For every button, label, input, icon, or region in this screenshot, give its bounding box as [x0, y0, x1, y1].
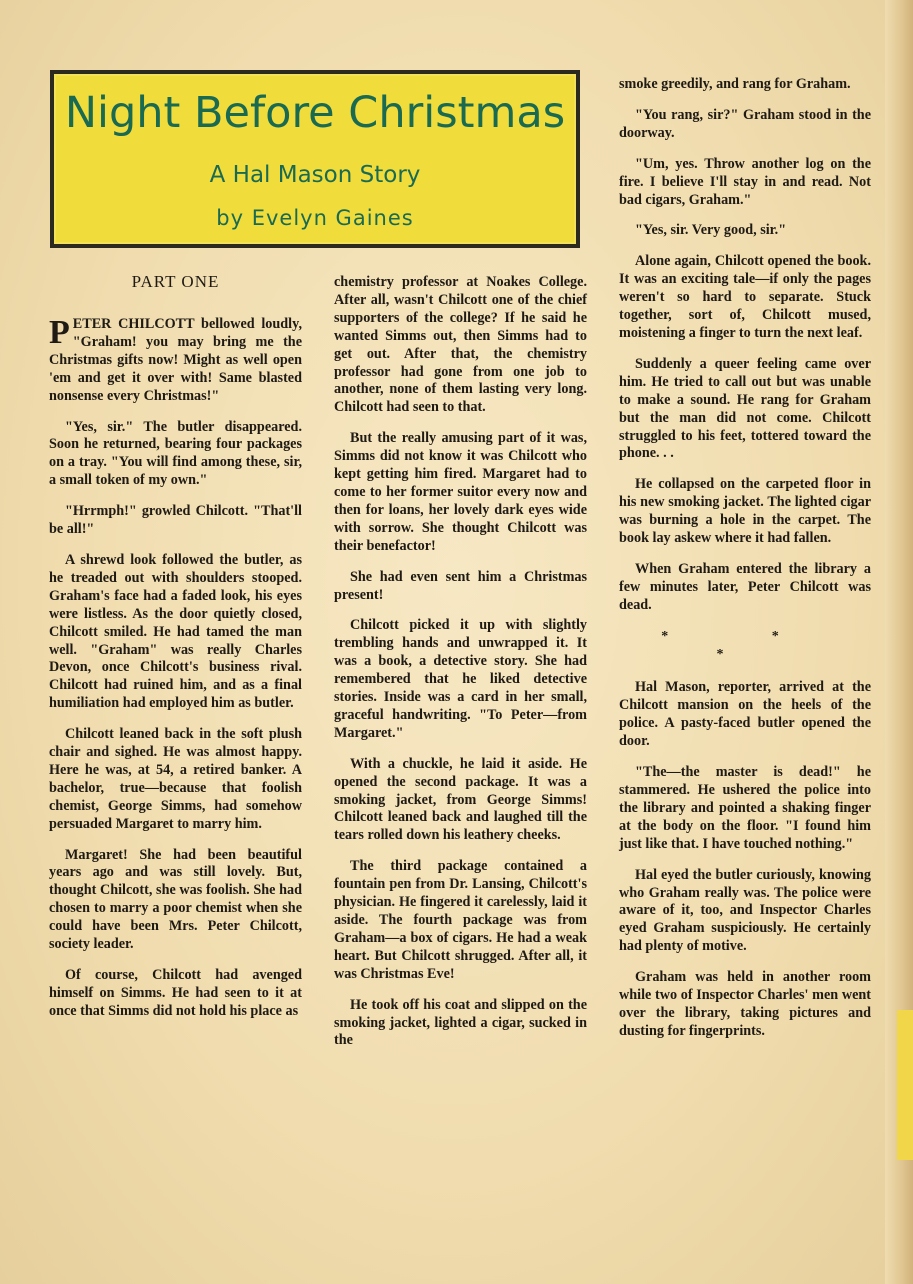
title-box: [50, 70, 580, 248]
paragraph: Suddenly a queer feeling came over him. He tried to call out but was unable to make a sound. He rang for Graham but the man did not come. Chilcott struggled to his feet, tottered toward the phone. . .: [619, 355, 871, 462]
paragraph: He collapsed on the carpeted floor in his new smoking jacket. The lighted cigar was burning a hole in the carpet. The book lay askew where it had fallen.: [619, 476, 871, 547]
story-byline: by Evelyn Gaines: [216, 206, 414, 230]
paragraph: "Yes, sir. Very good, sir.": [635, 222, 787, 239]
paragraph: smoke greedily, and rang for Graham.: [619, 76, 851, 92]
paragraph: "Yes, sir." The butler disappeared. Soon he returned, bearing four packages on a tray. "You will find among these, sir, a small token of my own.": [49, 418, 302, 489]
paragraph: Margaret! She had been beautiful years ago and was still lovely. But, thought Chilcott, she was foolish. She had chosen to marry a poor chemist when she could have been Mrs. Peter Chilcott, society leader.: [49, 846, 302, 953]
paragraph: chemistry professor at Noakes College. After all, wasn't Chilcott one of the chief supporters of the college? If he said he wanted Simms out, then Simms had to get out. After that, the chemistry professor had gone from one job to another, none of them lasting very long. Chilcott had seen to that.: [334, 274, 587, 416]
column-3: [619, 76, 871, 1054]
paragraph: But the really amusing part of it was, Simms did not know it was Chilcott who kept getting him fired. Margaret had to come to her former suitor every now and then for loans, her lovely dark eyes wide with sorrow. She thought Chilcott was their benefactor!: [334, 430, 587, 554]
column-1: [49, 316, 302, 1034]
paragraph: Hal eyed the butler curiously, knowing who Graham really was. The police were aware of it, too, and Inspector Charles eyed Graham suspiciously. He certainly had plenty of motive.: [619, 866, 871, 955]
paragraph: When Graham entered the library a few minutes later, Peter Chilcott was dead.: [619, 560, 871, 613]
paragraph: He took off his coat and slipped on the smoking jacket, lighted a cigar, sucked in the: [334, 996, 587, 1049]
paragraph: She had even sent him a Christmas present!: [334, 568, 587, 603]
paragraph: "Um, yes. Throw another log on the fire. I believe I'll stay in and read. Not bad cigars, Graham.": [619, 155, 871, 208]
column-2: [334, 274, 587, 1063]
paragraph: "Hrrmph!" growled Chilcott. "That'll be all!": [49, 503, 302, 538]
paragraph: With a chuckle, he laid it aside. He opened the second package. It was a smoking jacket, from George Simms! Chilcott leaned back and laughed till the tears rolled down his leathery cheeks.: [334, 755, 587, 844]
paragraph: The third package contained a fountain pen from Dr. Lansing, Chilcott's physician. He fingered it carelessly, laid it aside. The fourth package was from Graham—a box of cigars. He had a weak heart. But Chilcott shrugged. After all, it was Christmas Eve!: [334, 858, 587, 982]
paragraph: Chilcott picked it up with slightly trembling hands and unwrapped it. It was a book, a detective story. She had remembered that he liked detective stories. Inside was a card in her small, graceful handwriting. "To Peter—from Margaret.": [334, 617, 587, 741]
paragraph: Graham was held in another room while two of Inspector Charles' men went over the library, taking pictures and dusting for fingerprints.: [619, 969, 871, 1039]
story-subtitle: A Hal Mason Story: [209, 162, 421, 188]
paragraph: Of course, Chilcott had avenged himself on Simms. He had seen to it at once that Simms did not hold his place as: [49, 967, 302, 1019]
paragraph: "You rang, sir?" Graham stood in the doorway.: [619, 106, 871, 141]
drop-cap: P: [49, 314, 70, 351]
section-separator: * * *: [661, 628, 829, 662]
story-title: Night Before Christmas: [64, 88, 566, 138]
adjacent-page-strip: [897, 1010, 913, 1160]
paragraph: Alone again, Chilcott opened the book. It was an exciting tale—if only the pages weren't so hard to separate. Stuck together, sort of, Chilcott mused, moistening a finger to turn the next leaf.: [619, 253, 871, 341]
paragraph: "The—the master is dead!" he stammered. He ushered the police into the library and pointed a shaking finger at the body on the floor. "I found him just like that. I have touched nothing.": [619, 764, 871, 852]
paragraph: PETER CHILCOTT bellowed loudly, "Graham! you may bring me the Christmas gifts now! Might as well open 'em and get it over with! Same blasted nonsense every Christmas!": [49, 314, 302, 404]
paragraph: A shrewd look followed the butler, as he treaded out with shoulders stooped. Graham's face had a faded look, his eyes were listless. As the door quietly closed, Chilcott smiled. He had tamed the man well. "Graham" was really Charles Devon, once Chilcott's business rival. Chilcott had ruined him, and as a final humiliation had employed him as butler.: [49, 551, 302, 712]
section-heading: PART ONE: [131, 272, 220, 291]
paragraph: Hal Mason, reporter, arrived at the Chilcott mansion on the heels of the police. A pasty-faced butler opened the door.: [619, 679, 871, 750]
paragraph: Chilcott leaned back in the soft plush chair and sighed. He was almost happy. Here he was, at 54, a retired banker. A bachelor, true—because that foolish chemist, George Simms, had somehow persuaded Margaret to marry him.: [49, 726, 302, 832]
